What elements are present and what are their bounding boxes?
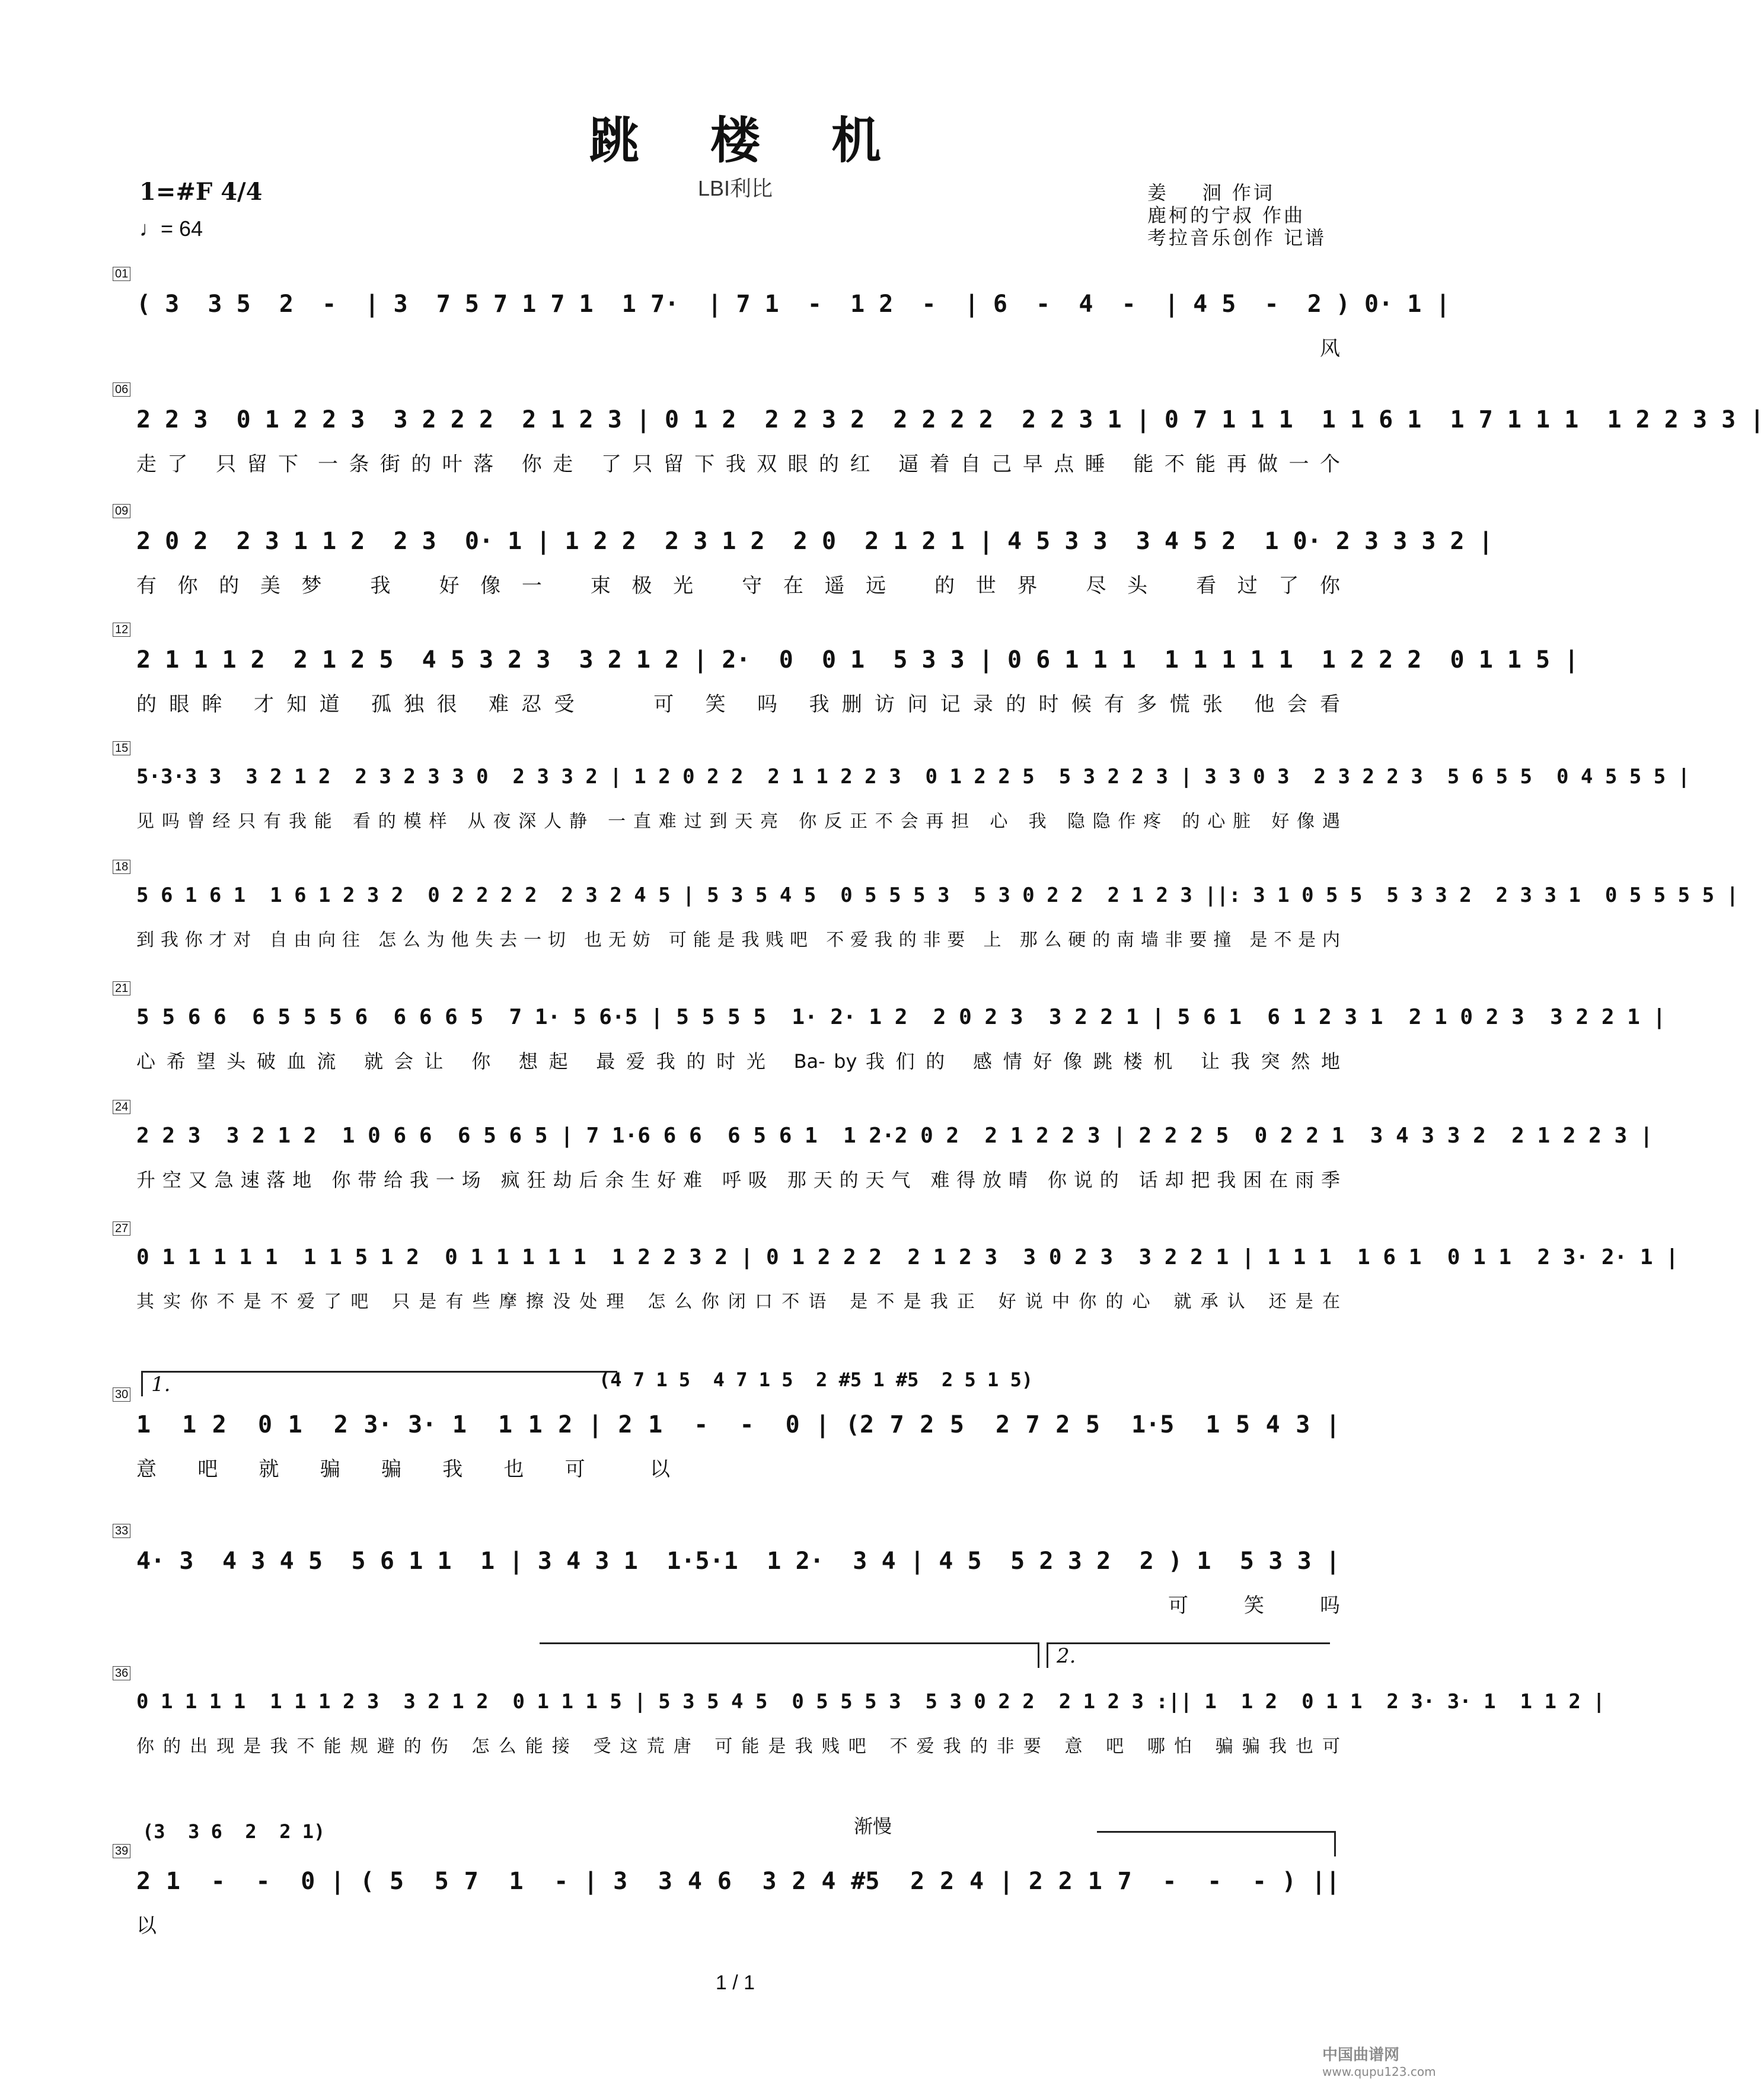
measure-number: 27 bbox=[113, 1221, 130, 1236]
lyrics-line: 到 我 你 才 对 自 由 向 往 怎 么 为 他 失 去 一 切 也 无 妨 可 能 是 我 贱 吧 不 爱 我 的 非 要 上 那 么 硬 的 南 墙 非 要 撞 是 不 是 内 bbox=[136, 930, 1340, 950]
notation-line: 2 1 1 1 2 2 1 2 5 4 5 3 2 3 3 2 1 2 | 2· 0 0 1 5 3 3 | 0 6 1 1 1 1 1 1 1 1 1 2 2 2 0 1 1 5 | bbox=[136, 646, 1579, 674]
measure-number: 01 bbox=[113, 267, 130, 281]
measure-number: 21 bbox=[113, 981, 130, 996]
lyrics-line: 见 吗 曾 经 只 有 我 能 看 的 模 样 从 夜 深 人 静 一 直 难 过 到 天 亮 你 反 正 不 会 再 担 心 我 隐 隐 作 疼 的 心 脏 好 像 遇 bbox=[136, 811, 1340, 832]
notation-line: 5 6 1 6 1 1 6 1 2 3 2 0 2 2 2 2 2 3 2 4 5 | 5 3 5 4 5 0 5 5 5 3 5 3 0 2 2 2 1 2 3 ||: 3 1 0 5 5 5 3 3 2 2 3 3 1 0 5 5 5 5 | bbox=[136, 883, 1739, 907]
notation-line: 1 1 2 0 1 2 3· 3· 1 1 1 2 | 2 1 - - 0 | (2 7 2 5 2 7 2 5 1·5 1 5 4 3 | bbox=[136, 1411, 1340, 1438]
lyrics-line: 风 bbox=[1320, 337, 1340, 361]
lyrics-line: 其 实 你 不 是 不 爱 了 吧 只 是 有 些 摩 擦 没 处 理 怎 么 你 闭 口 不 语 是 不 是 我 正 好 说 中 你 的 心 就 承 认 还 是 在 bbox=[136, 1291, 1340, 1312]
lyrics-line: 有 你 的 美 梦 我 好 像 一 束 极 光 守 在 遥 远 的 世 界 尽 头 看 过 了 你 bbox=[136, 574, 1341, 598]
second-ending-bracket: 2. bbox=[1047, 1642, 1330, 1668]
lyrics-line: 可 笑 吗 bbox=[1168, 1594, 1340, 1618]
watermark-logo: 中国曲谱网 www.qupu123.com bbox=[1322, 2046, 1436, 2079]
upper-notation: (3 3 6 2 2 1) bbox=[142, 1820, 326, 1843]
notation-line: 0 1 1 1 1 1 1 1 2 3 3 2 1 2 0 1 1 1 5 | 5 3 5 4 5 0 5 5 5 3 5 3 0 2 2 2 1 2 3 :|| 1 1 2 0 1 1 2 3· 3· 1 1 1 2 | bbox=[136, 1690, 1605, 1714]
page-number: 1 / 1 bbox=[715, 1971, 755, 1994]
tempo-marking: ♩= 64 bbox=[139, 216, 203, 241]
measure-number: 39 bbox=[113, 1844, 130, 1858]
measure-number: 33 bbox=[113, 1524, 130, 1538]
notation-line: 5·3·3 3 3 2 1 2 2 3 2 3 3 0 2 3 3 2 | 1 2 0 2 2 2 1 1 2 2 3 0 1 2 2 5 5 3 2 2 3 | 3 3 0 3 2 3 2 2 3 5 6 5 5 0 4 5 5 5 | bbox=[136, 765, 1690, 789]
lyrics-line: 走 了 只 留 下 一 条 街 的 叶 落 你 走 了 只 留 下 我 双 眼 的 红 逼 着 自 己 早 点 睡 能 不 能 再 做 一 个 bbox=[136, 452, 1340, 476]
lyrics-line: 的 眼 眸 才 知 道 孤 独 很 难 忍 受 可 笑 吗 我 删 访 问 记 录 的 时 候 有 多 慌 张 他 会 看 bbox=[136, 693, 1340, 716]
page-title: 跳楼机 bbox=[589, 111, 952, 170]
notation-line: 0 1 1 1 1 1 1 1 5 1 2 0 1 1 1 1 1 1 2 2 3 2 | 0 1 2 2 2 2 1 2 3 3 0 2 3 3 2 2 1 | 1 1 1 1 6 1 0 1 1 2 3· 2· 1 | bbox=[136, 1245, 1679, 1269]
notation-line: 2 1 - - 0 | ( 5 5 7 1 - | 3 3 4 6 3 2 4 #5 2 2 4 | 2 2 1 7 - - - ) || bbox=[136, 1868, 1340, 1895]
notation-line: 2 0 2 2 3 1 1 2 2 3 0· 1 | 1 2 2 2 3 1 2 2 0 2 1 2 1 | 4 5 3 3 3 4 5 2 1 0· 2 3 3 3 2 | bbox=[136, 528, 1493, 555]
measure-number: 06 bbox=[113, 382, 130, 397]
measure-number: 12 bbox=[113, 623, 130, 637]
key-signature: 1=#F 4/4 bbox=[139, 178, 263, 206]
ritardando-marking: 渐慢 bbox=[854, 1815, 892, 1837]
notation-line: 4· 3 4 3 4 5 5 6 1 1 1 | 3 4 3 1 1·5·1 1 2· 3 4 | 4 5 5 2 3 2 2 ) 1 5 3 3 | bbox=[136, 1548, 1340, 1575]
measure-number: 36 bbox=[113, 1666, 130, 1680]
lyrics-line: 升 空 又 急 速 落 地 你 带 给 我 一 场 疯 狂 劫 后 余 生 好 难 呼 吸 那 天 的 天 气 难 得 放 晴 你 说 的 话 却 把 我 困 在 雨 季 bbox=[136, 1169, 1340, 1191]
upper-notation: (4 7 1 5 4 7 1 5 2 #5 1 #5 2 5 1 5) bbox=[599, 1368, 1033, 1391]
singer-name: LBI利比 bbox=[697, 176, 773, 200]
notation-line: 5 5 6 6 6 5 5 5 6 6 6 6 5 7 1· 5 6·5 | 5 5 5 5 1· 2· 1 2 2 0 2 3 3 2 2 1 | 5 6 1 6 1 2 3 1 2 1 0 2 3 3 2 2 1 | bbox=[136, 1005, 1666, 1029]
measure-number: 09 bbox=[113, 504, 130, 518]
notation-line: 2 2 3 3 2 1 2 1 0 6 6 6 5 6 5 | 7 1·6 6 6 6 5 6 1 1 2·2 0 2 2 1 2 2 3 | 2 2 2 5 0 2 2 1 3 4 3 3 2 2 1 2 2 3 | bbox=[136, 1124, 1653, 1148]
composer-credit: 鹿柯的宁叔 作曲 bbox=[1147, 204, 1306, 226]
ending-bracket bbox=[1097, 1831, 1336, 1856]
lyrics-line: 意 吧 就 骗 骗 我 也 可 以 bbox=[136, 1457, 670, 1481]
lyrics-line: 以 bbox=[136, 1914, 157, 1938]
lyrics-line: 心 希 望 头 破 血 流 就 会 让 你 想 起 最 爱 我 的 时 光 Ba- by 我 们 的 感 情 好 像 跳 楼 机 让 我 突 然 地 bbox=[136, 1050, 1340, 1073]
lyrics-line: 你 的 出 现 是 我 不 能 规 避 的 伤 怎 么 能 接 受 这 荒 唐 可 能 是 我 贱 吧 不 爱 我 的 非 要 意 吧 哪 怕 骗 骗 我 也 可 bbox=[136, 1736, 1340, 1757]
notation-line: 2 2 3 0 1 2 2 3 3 2 2 2 2 1 2 3 | 0 1 2 2 2 3 2 2 2 2 2 2 2 3 1 | 0 7 1 1 1 1 1 6 1 1 7 1 1 1 1 2 2 3 3 | bbox=[136, 406, 1764, 433]
measure-number: 15 bbox=[113, 741, 130, 755]
notation-line: ( 3 3 5 2 - | 3 7 5 7 1 7 1 1 7· | 7 1 - 1 2 - | 6 - 4 - | 4 5 - 2 ) 0· 1 | bbox=[136, 291, 1450, 318]
measure-number: 18 bbox=[113, 860, 130, 874]
transcriber-credit: 考拉音乐创作 记谱 bbox=[1147, 226, 1327, 249]
measure-number: 24 bbox=[113, 1100, 130, 1114]
first-ending-bracket: 1. bbox=[141, 1371, 617, 1396]
lyricist-credit: 姜 洄 作词 bbox=[1147, 181, 1275, 204]
measure-number: 30 bbox=[113, 1387, 130, 1402]
repeat-bracket bbox=[540, 1642, 1039, 1668]
